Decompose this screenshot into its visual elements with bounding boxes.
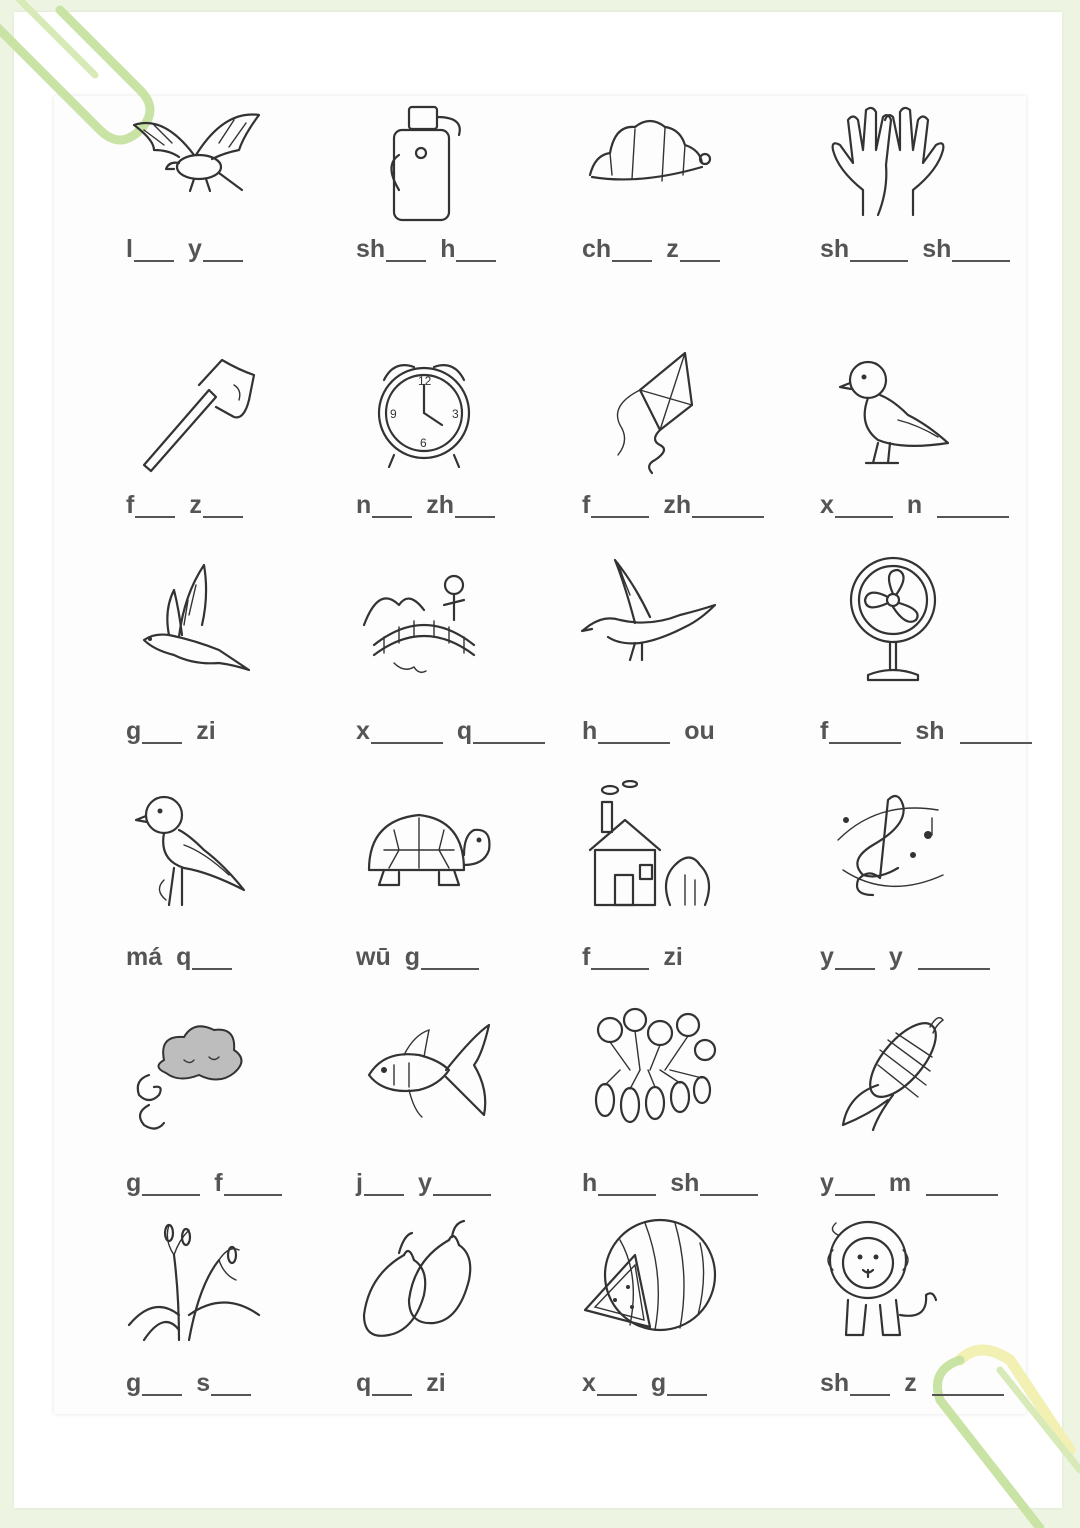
answer-blank[interactable] <box>598 720 670 744</box>
pinyin-syllable <box>936 494 1009 518</box>
pinyin-letters: sh <box>922 235 952 263</box>
answer-blank[interactable] <box>372 494 412 518</box>
pinyin-prompt <box>126 710 230 744</box>
pinyin-prompt <box>126 484 257 518</box>
answer-blank[interactable] <box>835 1172 875 1196</box>
hands-icon <box>818 95 958 225</box>
answer-blank[interactable] <box>835 494 893 518</box>
pinyin-letters: g <box>126 1369 142 1397</box>
pinyin-syllable <box>126 944 162 970</box>
pinyin-letters: f <box>582 943 591 971</box>
pinyin-letters: g <box>126 1169 142 1197</box>
pinyin-letters: ou <box>684 717 715 745</box>
pinyin-syllable <box>663 492 764 518</box>
pinyin-letters: s <box>196 1369 211 1397</box>
pinyin-prompt <box>820 710 1046 744</box>
pinyin-syllable <box>582 236 652 262</box>
caterpillar-icon <box>580 95 720 225</box>
dove-icon <box>124 555 264 685</box>
pinyin-syllable <box>651 1370 707 1396</box>
answer-blank[interactable] <box>937 494 1009 518</box>
pinyin-syllable <box>820 718 901 744</box>
pinyin-prompt <box>126 228 257 262</box>
pinyin-prompt <box>582 1162 772 1196</box>
pinyin-letters: h <box>582 717 598 745</box>
pinyin-letters: j <box>356 1169 363 1197</box>
pinyin-syllable <box>126 1370 182 1396</box>
answer-blank[interactable] <box>386 238 426 262</box>
pinyin-letters: q <box>176 943 192 971</box>
answer-blank[interactable] <box>142 720 182 744</box>
pinyin-prompt <box>356 484 509 518</box>
pinyin-syllable <box>582 492 649 518</box>
pinyin-syllable <box>670 1170 758 1196</box>
pinyin-letters: sh <box>670 1169 700 1197</box>
pinyin-letters: y <box>187 235 202 263</box>
pinyin-syllable <box>582 944 649 970</box>
pinyin-syllable <box>356 944 391 970</box>
pinyin-syllable <box>917 946 990 970</box>
answer-blank[interactable] <box>850 1372 890 1396</box>
pinyin-prompt <box>356 710 559 744</box>
pinyin-syllable <box>582 1170 656 1196</box>
pinyin-letters: l <box>126 235 133 263</box>
svg-text:6: 6 <box>420 436 427 450</box>
pinyin-syllable <box>189 492 243 518</box>
answer-blank[interactable] <box>135 494 175 518</box>
pinyin-letters: sh <box>820 235 850 263</box>
pinyin-syllable <box>820 492 893 518</box>
pinyin-syllable <box>915 718 944 744</box>
answer-blank[interactable] <box>192 946 232 970</box>
answer-blank[interactable] <box>203 238 243 262</box>
pinyin-syllable <box>126 492 175 518</box>
pinyin-letters: x <box>820 491 834 519</box>
pinyin-syllable <box>925 1172 998 1196</box>
thermos-icon <box>354 95 494 225</box>
alarm-clock-icon <box>354 345 494 475</box>
pinyin-letters: sh <box>356 235 386 263</box>
pinyin-prompt <box>356 1162 505 1196</box>
answer-blank[interactable] <box>960 720 1032 744</box>
fan-icon <box>818 555 958 685</box>
pinyin-letters: g <box>404 943 420 971</box>
pinyin-letters: x <box>582 1369 596 1397</box>
pinyin-syllable <box>666 236 720 262</box>
pinyin-letters: h <box>582 1169 598 1197</box>
pinyin-prompt <box>582 710 729 744</box>
pinyin-prompt <box>582 228 734 262</box>
pinyin-syllable <box>214 1170 281 1196</box>
answer-blank[interactable] <box>932 1372 1004 1396</box>
pinyin-letters: h <box>440 235 456 263</box>
watermelon-icon <box>580 1215 720 1345</box>
pinyin-syllable <box>426 1370 445 1396</box>
pinyin-prompt <box>582 1362 721 1396</box>
pinyin-syllable <box>188 236 243 262</box>
answer-blank[interactable] <box>224 1172 282 1196</box>
pinyin-letters: y <box>820 943 834 971</box>
pinyin-letters: má <box>126 943 163 971</box>
answer-blank[interactable] <box>591 494 649 518</box>
svg-text:3: 3 <box>452 407 459 421</box>
pinyin-prompt <box>356 228 510 262</box>
answer-blank[interactable] <box>455 494 495 518</box>
pinyin-letters: q <box>456 717 473 745</box>
answer-blank[interactable] <box>371 720 443 744</box>
pinyin-syllable <box>663 944 682 970</box>
pinyin-letters: f <box>214 1169 223 1197</box>
pinyin-syllable <box>889 944 903 970</box>
pinyin-letters: zi <box>196 717 216 745</box>
answer-blank[interactable] <box>421 946 479 970</box>
answer-blank[interactable] <box>829 720 901 744</box>
music-note-icon <box>818 780 958 910</box>
answer-blank[interactable] <box>835 946 875 970</box>
answer-blank[interactable] <box>597 1372 637 1396</box>
pinyin-syllable <box>356 1170 404 1196</box>
answer-blank[interactable] <box>952 238 1010 262</box>
pinyin-letters: ch <box>582 235 612 263</box>
pinyin-syllable <box>126 236 174 262</box>
kite-icon <box>580 345 720 475</box>
bridge-icon <box>354 555 494 685</box>
pinyin-syllable <box>196 1370 251 1396</box>
pinyin-prompt <box>820 228 1024 262</box>
turtle-icon <box>354 780 494 910</box>
pinyin-syllable <box>356 236 426 262</box>
pinyin-syllable <box>820 1370 890 1396</box>
pinyin-syllable <box>176 944 232 970</box>
answer-blank[interactable] <box>211 1372 251 1396</box>
svg-text:12: 12 <box>418 374 432 388</box>
answer-blank[interactable] <box>700 1172 758 1196</box>
seagull-icon <box>580 555 720 685</box>
pinyin-letters: wū <box>356 943 391 971</box>
answer-blank[interactable] <box>850 238 908 262</box>
peanut-plant-icon <box>580 1005 720 1135</box>
pinyin-syllable <box>922 236 1010 262</box>
goldfish-icon <box>354 1005 494 1135</box>
pinyin-letters: g <box>126 717 142 745</box>
answer-blank[interactable] <box>433 1172 491 1196</box>
pinyin-syllable <box>418 1170 491 1196</box>
answer-blank[interactable] <box>142 1172 200 1196</box>
sparrow-icon <box>818 345 958 475</box>
pinyin-letters: x <box>356 717 370 745</box>
pinyin-syllable <box>820 1170 875 1196</box>
eagle-icon <box>124 95 264 225</box>
pinyin-syllable <box>126 718 182 744</box>
answer-blank[interactable] <box>203 494 243 518</box>
answer-blank[interactable] <box>680 238 720 262</box>
pinyin-syllable <box>582 1370 637 1396</box>
svg-text:9: 9 <box>390 407 397 421</box>
answer-blank[interactable] <box>926 1172 998 1196</box>
pinyin-letters: z <box>189 491 202 519</box>
pinyin-letters: m <box>888 1169 912 1197</box>
house-icon <box>580 780 720 910</box>
answer-blank[interactable] <box>134 238 174 262</box>
pinyin-syllable <box>356 1370 412 1396</box>
pinyin-letters: f <box>582 491 591 519</box>
pinyin-prompt <box>582 484 778 518</box>
cloud-wind-icon <box>124 1005 264 1135</box>
pinyin-syllable <box>457 718 545 744</box>
pinyin-syllable <box>582 718 670 744</box>
pinyin-letters: z <box>904 1369 917 1397</box>
answer-blank[interactable] <box>918 946 990 970</box>
answer-blank[interactable] <box>364 1172 404 1196</box>
pinyin-syllable <box>405 944 479 970</box>
corn-icon <box>818 1005 958 1135</box>
answer-blank[interactable] <box>372 1372 412 1396</box>
pinyin-letters: y <box>888 943 903 971</box>
pinyin-letters: z <box>666 235 679 263</box>
answer-blank[interactable] <box>598 1172 656 1196</box>
answer-blank[interactable] <box>456 238 496 262</box>
answer-blank[interactable] <box>591 946 649 970</box>
pinyin-prompt <box>820 936 1004 970</box>
pinyin-letters: zi <box>426 1369 446 1397</box>
pinyin-letters: zh <box>663 491 692 519</box>
pinyin-syllable <box>820 944 875 970</box>
pinyin-prompt <box>820 1362 1018 1396</box>
pinyin-prompt <box>126 1362 265 1396</box>
pinyin-syllable <box>904 1370 917 1396</box>
pinyin-letters: y <box>820 1169 834 1197</box>
pinyin-letters: f <box>820 717 829 745</box>
answer-blank[interactable] <box>612 238 652 262</box>
pinyin-prompt <box>356 936 493 970</box>
pinyin-letters: y <box>417 1169 432 1197</box>
pinyin-letters: n <box>906 491 923 519</box>
pinyin-syllable <box>356 718 443 744</box>
pinyin-prompt <box>582 936 697 970</box>
pinyin-syllable <box>959 720 1032 744</box>
answer-blank[interactable] <box>692 494 764 518</box>
pinyin-prompt <box>820 1162 1012 1196</box>
pinyin-syllable <box>426 492 495 518</box>
pinyin-letters: zi <box>663 943 683 971</box>
pinyin-letters: n <box>356 491 372 519</box>
pinyin-letters: g <box>650 1369 667 1397</box>
pinyin-syllable <box>356 492 412 518</box>
pinyin-letters: f <box>126 491 135 519</box>
pinyin-prompt <box>126 1162 296 1196</box>
eggplant-icon <box>354 1215 494 1345</box>
pinyin-prompt <box>356 1362 460 1396</box>
answer-blank[interactable] <box>473 720 545 744</box>
pinyin-syllable <box>820 236 908 262</box>
answer-blank[interactable] <box>142 1372 182 1396</box>
pinyin-syllable <box>440 236 496 262</box>
pinyin-letters: sh <box>820 1369 850 1397</box>
pinyin-letters: zh <box>426 491 455 519</box>
pinyin-syllable <box>931 1372 1004 1396</box>
pinyin-prompt <box>820 484 1023 518</box>
rice-plant-icon <box>124 1215 264 1345</box>
pinyin-syllable <box>126 1170 200 1196</box>
pinyin-letters: q <box>356 1369 372 1397</box>
axe-icon <box>124 345 264 475</box>
pinyin-syllable <box>684 718 715 744</box>
lion-icon <box>818 1215 958 1345</box>
pinyin-syllable <box>196 718 215 744</box>
pinyin-syllable <box>907 492 922 518</box>
pinyin-syllable <box>889 1170 911 1196</box>
pinyin-letters: sh <box>915 717 945 745</box>
pinyin-prompt <box>126 936 246 970</box>
answer-blank[interactable] <box>667 1372 707 1396</box>
sparrow-perched-icon <box>124 780 264 910</box>
